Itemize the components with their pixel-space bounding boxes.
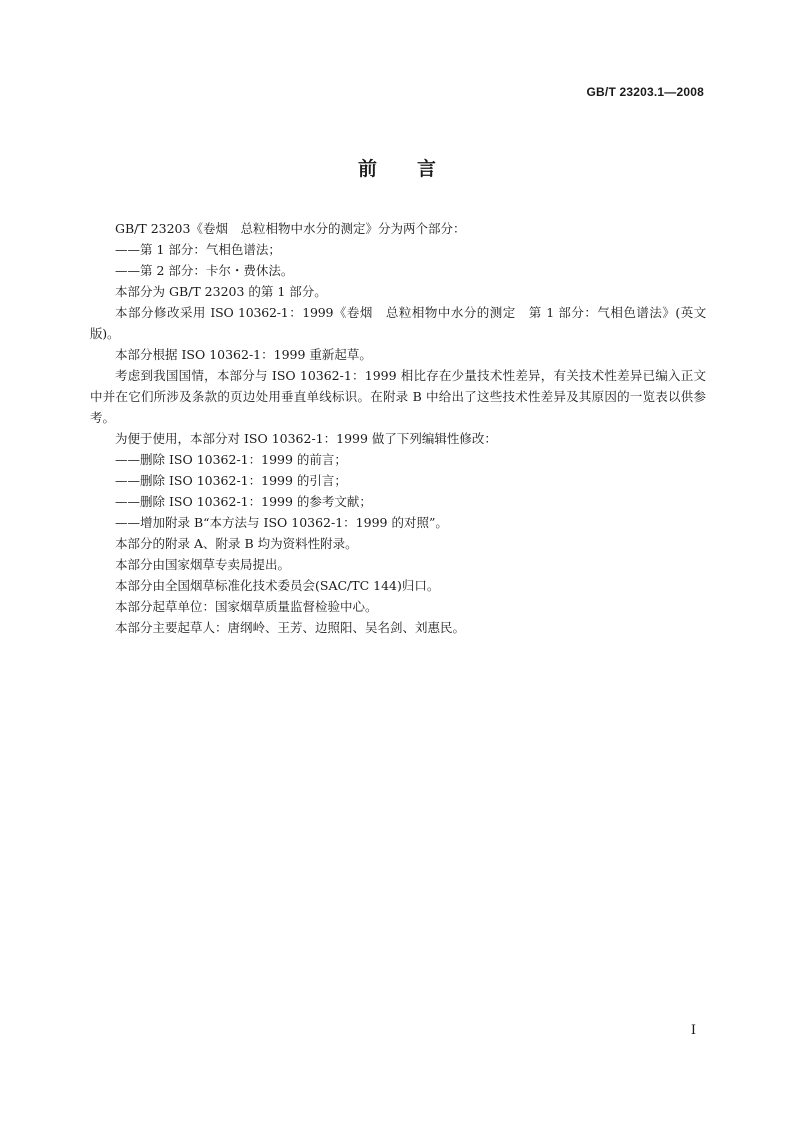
paragraph-proposer: 本部分由国家烟草专卖局提出。 <box>115 557 291 572</box>
list-item-add-annex-b: ——增加附录 B“本方法与 ISO 10362-1：1999 的对照”。 <box>115 515 448 530</box>
paragraph-intro: GB/T 23203《卷烟 总粒相物中水分的测定》分为两个部分： <box>115 221 466 236</box>
page-title: 前言 <box>357 158 476 180</box>
list-item-part-2: ——第 2 部分：卡尔・费休法。 <box>115 263 294 278</box>
paragraph-editorial-intro: 为便于使用，本部分对 ISO 10362-1：1999 做了下列编辑性修改： <box>115 431 497 446</box>
page-number: I <box>690 1023 696 1038</box>
standard-code: GB/T 23203.1—2008 <box>586 85 704 99</box>
list-item-delete-introduction: ——删除 ISO 10362-1：1999 的引言； <box>115 473 347 488</box>
paragraph-technical-differences: 考虑到我国国情，本部分与 ISO 10362-1：1999 相比存在少量技术性差异，有关技术性差异已编入正文中并在它们所涉及条款的页边处用垂直单线标识。在附录 B 中给出了这些技术性差异及其原因的一览表以供参考。 <box>90 368 706 425</box>
foreword-body <box>90 218 706 638</box>
paragraph-redraft: 本部分根据 ISO 10362-1：1999 重新起草。 <box>115 347 372 362</box>
paragraph-adoption: 本部分修改采用 ISO 10362-1：1999《卷烟 总粒相物中水分的测定 第 1 部分：气相色谱法》(英文版)。 <box>90 305 706 341</box>
list-item-delete-bibliography: ——删除 ISO 10362-1：1999 的参考文献； <box>115 494 372 509</box>
list-item-part-1: ——第 1 部分：气相色谱法； <box>115 242 281 257</box>
paragraph-committee: 本部分由全国烟草标准化技术委员会(SAC/TC 144)归口。 <box>115 578 440 593</box>
list-item-delete-foreword: ——删除 ISO 10362-1：1999 的前言； <box>115 452 347 467</box>
paragraph-annexes: 本部分的附录 A、附录 B 均为资料性附录。 <box>115 536 358 551</box>
paragraph-drafting-unit: 本部分起草单位：国家烟草质量监督检验中心。 <box>115 599 378 614</box>
paragraph-part-scope: 本部分为 GB/T 23203 的第 1 部分。 <box>115 284 327 299</box>
paragraph-drafters: 本部分主要起草人：唐纲岭、王芳、边照阳、吴名剑、刘惠民。 <box>115 620 466 635</box>
